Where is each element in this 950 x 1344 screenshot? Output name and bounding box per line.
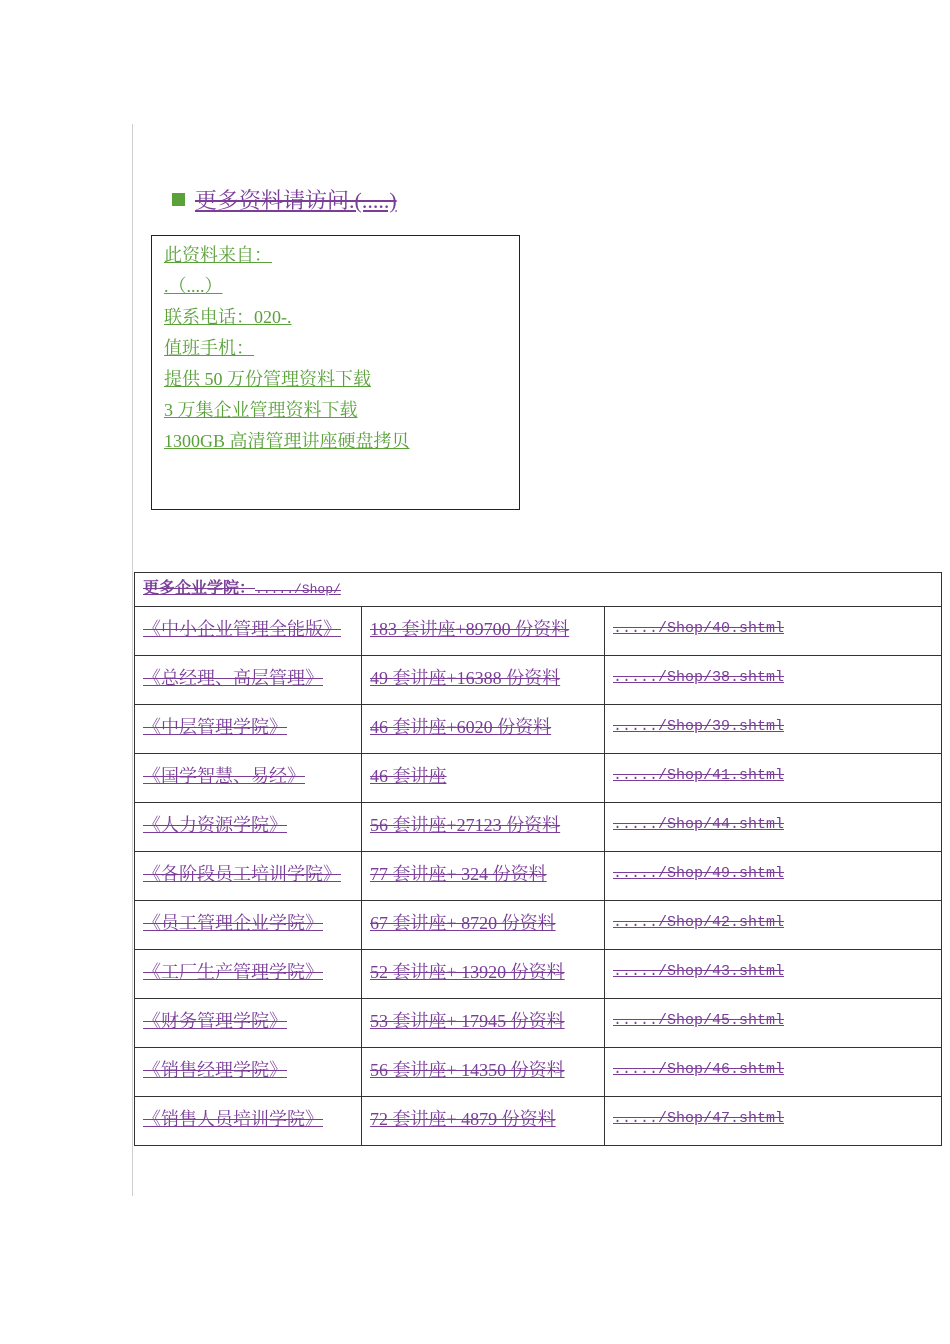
academy-table: [134, 572, 942, 1146]
table-header-label: 更多企业学院：: [143, 580, 256, 597]
table-row: [135, 901, 942, 950]
academy-name-cell[interactable]: 《工厂生产管理学院》: [135, 950, 362, 999]
academy-url-cell[interactable]: ...../Shop/44.shtml: [605, 803, 942, 852]
more-resources-heading: [172, 184, 397, 215]
course-count-cell[interactable]: 46 套讲座+6020 份资料: [362, 705, 605, 754]
course-count-cell[interactable]: 72 套讲座+ 4879 份资料: [362, 1097, 605, 1146]
academy-name-cell[interactable]: 《国学智慧、易经》: [135, 754, 362, 803]
table-row: [135, 803, 942, 852]
mobile-line[interactable]: 值班手机：: [164, 338, 254, 358]
academy-url-cell[interactable]: ...../Shop/38.shtml: [605, 656, 942, 705]
academy-url-cell[interactable]: ...../Shop/46.shtml: [605, 1048, 942, 1097]
course-count-cell[interactable]: 49 套讲座+16388 份资料: [362, 656, 605, 705]
academy-name-cell[interactable]: 《中层管理学院》: [135, 705, 362, 754]
academy-url-cell[interactable]: ...../Shop/47.shtml: [605, 1097, 942, 1146]
table-header-cell[interactable]: [135, 573, 942, 607]
table-row: [135, 705, 942, 754]
course-count-cell[interactable]: 56 套讲座+27123 份资料: [362, 803, 605, 852]
source-line[interactable]: 此资料来自：: [164, 245, 272, 265]
academy-name-cell[interactable]: 《总经理、高层管理》: [135, 656, 362, 705]
academy-url-cell[interactable]: ...../Shop/49.shtml: [605, 852, 942, 901]
course-count-cell[interactable]: 67 套讲座+ 8720 份资料: [362, 901, 605, 950]
table-row: [135, 950, 942, 999]
academy-name-cell[interactable]: 《销售经理学院》: [135, 1048, 362, 1097]
source-line[interactable]: .（....）: [164, 276, 223, 296]
more-resources-link[interactable]: 更多资料请访问.(.....): [195, 188, 397, 213]
academy-name-cell[interactable]: 《销售人员培训学院》: [135, 1097, 362, 1146]
table-row: [135, 1048, 942, 1097]
academy-url-cell[interactable]: ...../Shop/41.shtml: [605, 754, 942, 803]
table-row: [135, 656, 942, 705]
course-count-cell[interactable]: 183 套讲座+89700 份资料: [362, 607, 605, 656]
academy-url-cell[interactable]: ...../Shop/40.shtml: [605, 607, 942, 656]
table-body: [135, 607, 942, 1146]
offer-line[interactable]: 3 万集企业管理资料下载: [164, 400, 358, 420]
table-row: [135, 852, 942, 901]
table-row: [135, 1097, 942, 1146]
course-count-cell[interactable]: 56 套讲座+ 14350 份资料: [362, 1048, 605, 1097]
page-margin-line: [132, 124, 133, 1196]
academy-name-cell[interactable]: 《中小企业管理全能版》: [135, 607, 362, 656]
offer-line[interactable]: 提供 50 万份管理资料下载: [164, 369, 371, 389]
academy-name-cell[interactable]: 《人力资源学院》: [135, 803, 362, 852]
table-header-url: ...../Shop/: [255, 582, 341, 597]
academy-url-cell[interactable]: ...../Shop/39.shtml: [605, 705, 942, 754]
table-row: [135, 999, 942, 1048]
table-row: [135, 607, 942, 656]
course-count-cell[interactable]: 46 套讲座: [362, 754, 605, 803]
academy-name-cell[interactable]: 《财务管理学院》: [135, 999, 362, 1048]
academy-url-cell[interactable]: ...../Shop/43.shtml: [605, 950, 942, 999]
source-info-box: [151, 235, 520, 510]
academy-table-container: [134, 572, 941, 1146]
academy-url-cell[interactable]: ...../Shop/45.shtml: [605, 999, 942, 1048]
academy-url-cell[interactable]: ...../Shop/42.shtml: [605, 901, 942, 950]
table-row: [135, 754, 942, 803]
academy-name-cell[interactable]: 《员工管理企业学院》: [135, 901, 362, 950]
offer-line[interactable]: 1300GB 高清管理讲座硬盘拷贝: [164, 431, 410, 451]
square-bullet-icon: [172, 193, 185, 206]
course-count-cell[interactable]: 52 套讲座+ 13920 份资料: [362, 950, 605, 999]
course-count-cell[interactable]: 77 套讲座+ 324 份资料: [362, 852, 605, 901]
course-count-cell[interactable]: 53 套讲座+ 17945 份资料: [362, 999, 605, 1048]
academy-name-cell[interactable]: 《各阶段员工培训学院》: [135, 852, 362, 901]
phone-line[interactable]: 联系电话：020-.: [164, 307, 292, 327]
table-header-row: [135, 573, 942, 607]
